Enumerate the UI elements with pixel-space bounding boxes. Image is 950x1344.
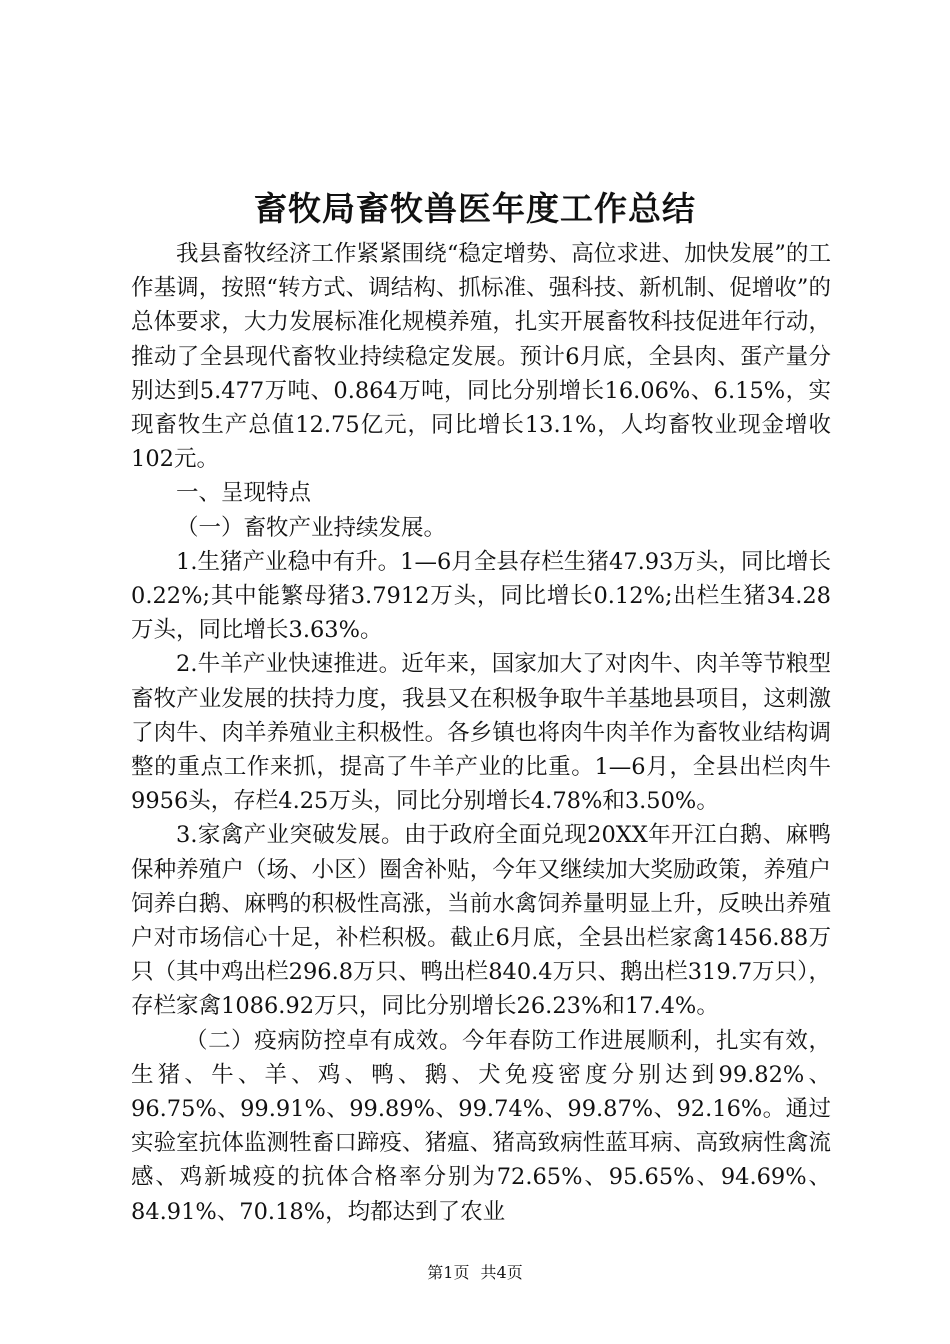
intro-paragraph: 我县畜牧经济工作紧紧围绕“稳定增势、高位求进、加快发展”的工作基调，按照“转方式、调结构、抓标准、强科技、新机制、促增收”的总体要求，大力发展标准化规模养殖，扎实开展畜牧科技促进年行动，推动了全县现代畜牧业持续稳定发展。预计6月底，全县肉、蛋产量分别达到5.477万吨、0.864万吨，同比分别增长16.06%、6.15%，实现畜牧生产总值12.75亿元，同比增长13.1%，人均畜牧业现金增收102元。: [131, 241, 831, 473]
page-footer: [0, 1262, 950, 1284]
document-body: [131, 237, 831, 1229]
poultry-paragraph: 3.家禽产业突破发展。由于政府全面兑现20XX年开江白鹅、麻鸭保种养殖户（场、小区）圈舍补贴，今年又继续加大奖励政策，养殖户饲养白鹅、麻鸭的积极性高涨，当前水禽饲养量明显上升，反映出养殖户对市场信心十足，补栏积极。截止6月底，全县出栏家禽1456.88万只（其中鸡出栏296.8万只、鸭出栏840.4万只、鹅出栏319.7万只），存栏家禽1086.92万只，同比分别增长26.23%和17.4%。: [131, 822, 831, 1020]
section-heading: 一、呈现特点: [176, 480, 312, 507]
pig-industry-paragraph: 1.生猪产业稳中有升。1—6月全县存栏生猪47.93万头，同比增长0.22%;其中能繁母猪3.7912万头，同比增长0.12%;出栏生猪34.28万头，同比增长3.63%。: [131, 548, 831, 644]
document-title: 畜牧局畜牧兽医年度工作总结: [254, 189, 696, 228]
page-total: 共4页: [480, 1263, 523, 1282]
subsection-heading: （一）畜牧产业持续发展。: [176, 514, 447, 541]
cattle-sheep-paragraph: 2.牛羊产业快速推进。近年来，国家加大了对肉牛、肉羊等节粮型畜牧产业发展的扶持力度，我县又在积极争取牛羊基地县项目，这刺激了肉牛、肉羊养殖业主积极性。各乡镇也将肉牛肉羊作为畜牧业结构调整的重点工作来抓，提高了牛羊产业的比重。1—6月，全县出栏肉牛9956头，存栏4.25万头，同比分别增长4.78%和3.50%。: [131, 651, 831, 815]
disease-control-paragraph: （二）疫病防控卓有成效。今年春防工作进展顺利，扎实有效，生猪、牛、羊、鸡、鸭、鹅、犬免疫密度分别达到99.82%、96.75%、99.91%、99.89%、99.74%、99.87%、92.16%。通过实验室抗体监测牲畜口蹄疫、猪瘟、猪高致病性蓝耳病、高致病性禽流感、鸡新城疫的抗体合格率分别为72.65%、95.65%、94.69%、84.91%、70.18%，均都达到了农业: [131, 1027, 831, 1225]
page-number: 第1页: [427, 1263, 470, 1282]
